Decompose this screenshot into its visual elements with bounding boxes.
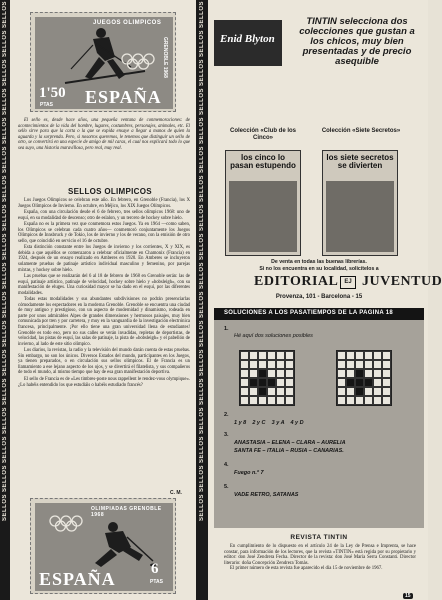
article-paragraph: Las pruebas que se realizarán del 6 al 18 de febrero de 1968 en Grenoble serán: las de esquí, patinaje artístico, patinaje de velocidad, hockey sobre hielo y «bobsleigh», con su manifestación de eluges. Una curiosidad mayor se ha dado en el esquí, por las diferentes modalidades. — [18, 274, 190, 296]
book-cover — [322, 150, 398, 256]
side-label: SELLOS — [199, 30, 205, 58]
revista-title: REVISTA TINTIN — [290, 534, 348, 541]
side-label: SELLOS — [2, 117, 8, 145]
stamp-country: ESPAÑA — [39, 569, 116, 589]
sellos-side-border — [0, 0, 10, 600]
side-label: SELLOS — [2, 175, 8, 203]
side-label: SELLOS — [199, 407, 205, 435]
publisher-prefix: EDITORIAL — [254, 274, 339, 289]
page-number: 15 — [405, 593, 411, 599]
side-label: SELLOS — [199, 378, 205, 406]
stamp-hockey — [30, 498, 176, 594]
side-label: SELLOS — [2, 349, 8, 377]
side-label: SELLOS — [2, 30, 8, 58]
solution-text: Hé aquí dos soluciones posibles — [234, 333, 313, 339]
book-illustration — [326, 181, 394, 252]
book-cover — [225, 150, 301, 256]
sale-line: De venta en todas las buenas librerías. — [271, 259, 367, 265]
side-label: SELLOS — [199, 1, 205, 29]
side-label: SELLOS — [199, 291, 205, 319]
side-label: SELLOS — [199, 465, 205, 493]
stamp-value: 1'50 — [39, 85, 66, 101]
article-text — [18, 118, 190, 152]
article-paragraph: España no es la primera vez que conmemora estos Juegos. Ya en 1964 —como saben, los Olímpicos se celebran cada cuatro años— conmemoró conjuntamente los Juegos Olímpicos de Innsbruck y de Tokio, los de invierno y los de verano, con la emisión de otro sello, que coincidió en servicio el 16 de octubre. — [18, 222, 190, 244]
publisher-logo-icon: EJ — [340, 276, 356, 289]
side-label: SELLOS — [199, 117, 205, 145]
article-intro: El sello es, desde hace años, una pequeña ventana de conmemoraciones: de acontecimientos de la vida del hombre, lugares, costumbres, personajes, animales, etc. El sello sirve para que la carta o la que se expida ensaye a llegar a manos de quien la aguarda y la sorprenda. Pero, si nosotros queremos, le tenemos que distinguir un sello de otro, se convertirá en una especie de amigo de mil caras, el cual nos explicará todo lo que sea suyo, una historia maravillosa, pero real, muy real. — [18, 118, 190, 151]
revista-paragraph: El primer número de esta revista fue aparecido el día 15 de noviembre de 1967. — [230, 566, 383, 572]
article-paragraph: El sello de Francia es de «Les timbres-poste nous rappellent le rendez-vous olympique». ¿Lo habéis entendido los que estudiáis o habéis estudiado francés? — [18, 376, 190, 388]
sale-notice — [214, 259, 424, 273]
article-paragraph: Todas estas modalidades y sus abundantes subdivisiones no podrán presenciarlas cómodamente los espectadores en la moderna Grenoble. Grenoble se encuentra una ciudad de muy antiguo y prestigioso, con un aspecto de modernidad y dinamismo, rodeada en parte por unos admirables Alpes de grandes dimensiones y hermosos paisajes, muy bien comunicada por tren y por carretera, y muy en la vanguardia de la investigación electrónica francesa, principalmente. ¡Por ello tiene una gran universidad llena de estudiantes! Grenoble es todo eso, pero no sus calles se verán invadidas, repletas de deportistas, de velocidad, las pistas de esquí, las salas de patinaje, la pista de «bobsleigh» y el pabellón de invierno, al lado de este sitio olímpico. — [18, 297, 190, 347]
solution-number: 4. — [224, 462, 229, 468]
solution-number: 5. — [224, 484, 229, 490]
side-label: SELLOS — [199, 59, 205, 87]
solutions-title: SOLUCIONES A LOS PASATIEMPOS DE LA PAGINA 18 — [224, 310, 393, 316]
sale-line: Si no los encuentra en su localidad, solicítelos a — [259, 266, 379, 272]
side-label: SELLOS — [199, 88, 205, 116]
collection-label: Colección «Siete Secretos» — [321, 128, 401, 134]
side-label: SELLOS — [199, 436, 205, 464]
collection-label: Colección «Club de los Cinco» — [229, 128, 296, 141]
stamp-value: 6 — [151, 561, 159, 577]
side-label: SELLOS — [2, 88, 8, 116]
side-label: SELLOS — [2, 436, 8, 464]
side-label: SELLOS — [199, 146, 205, 174]
side-label: SELLOS — [2, 320, 8, 348]
stamp-year: GRENOBLE 1968 — [162, 37, 168, 78]
solutions-box — [214, 320, 424, 528]
puzzle-grid-2 — [336, 350, 392, 406]
side-label: SELLOS — [2, 378, 8, 406]
side-label: SELLOS — [2, 146, 8, 174]
article-body — [18, 198, 190, 389]
side-label: SELLOS — [2, 465, 8, 493]
side-label: SELLOS — [2, 1, 8, 29]
side-label: SELLOS — [2, 59, 8, 87]
article-paragraph: Esta distinción constante entre los Juegos de invierno y los corrientes, X y XIX, es debida a que aquéllos se comenzaron a celebrar oficialmente en Chamonix (Francia) en 1924, después de un ensayo realizado en Amberes en 1920. En Amberes se incluyeron solamente pruebas de patinaje artístico individual masculino y femenino, por parejas mixtas, y hockey sobre hielo. — [18, 245, 190, 273]
book-title: los cinco lo pasan estupendo — [230, 153, 296, 170]
article-paragraph: España, con una circulación desde el 6 de febrero, tres sellos olímpicos 1968: uno de esquí, en su modalidad de descenso; otro de eslalon, y un tercero de hockey sobre hielo. — [18, 210, 190, 221]
revista-paragraph: En cumplimiento de lo dispuesto en el artículo 24 de la Ley de Prensa e Imprenta, se hace constar, para información de los lectores, que la revista «TINTIN» está regida por su propietario y editor: don José Zendrera Fecha. Director de la revista: don José María Serra Constanti. Director literario: doña Concepción Zendrera Tomàs. — [224, 544, 416, 566]
side-label: SELLOS — [2, 262, 8, 290]
book-illustration — [229, 181, 297, 252]
side-label: SELLOS — [199, 233, 205, 261]
sellos-middle-border — [196, 0, 208, 600]
side-label: SELLOS — [199, 175, 205, 203]
brand-name: Enid Blyton — [220, 33, 275, 45]
solutions-title-bar — [214, 308, 424, 320]
solution-text: VADE RETRO, SATANAS — [234, 492, 299, 498]
stamp-unit: PTAS — [40, 102, 53, 108]
side-label: SELLOS — [2, 291, 8, 319]
stamp-unit: PTAS — [150, 579, 163, 585]
article-signature: C. M. — [170, 490, 182, 496]
side-label: SELLOS — [2, 494, 8, 522]
article-paragraph: Los Juegos Olímpicos se celebran este año. En febrero, en Grenoble (Francia), los X Juegos Olímpicos de Invierno. En octubre, en Méjico, los XIX Juegos Olímpicos. — [18, 198, 190, 209]
solution-number: 2. — [224, 412, 229, 418]
puzzle-grid-1 — [239, 350, 295, 406]
article-heading: SELLOS OLIMPICOS — [68, 187, 152, 196]
solution-number: 1. — [224, 326, 229, 332]
side-label: SELLOS — [2, 233, 8, 261]
publisher-address: Provenza, 101 - Barcelona - 15 — [275, 294, 363, 300]
revista-text — [224, 544, 416, 572]
enid-blyton-logo — [214, 20, 282, 66]
solution-text: 1 y 8 2 y C 3 y A 4 y D — [234, 420, 304, 426]
solution-text: SANTA FE – ITALIA – RUSIA – CANARIAS. — [234, 448, 344, 454]
promo-tagline: TINTIN selecciona dos colecciones que gustan a los chicos, muy bien presentadas y de precio asequible — [299, 16, 415, 67]
side-label: SELLOS — [199, 320, 205, 348]
publisher-name: JUVENTUD — [362, 274, 442, 289]
solution-text: ANASTASIA – ELENA – CLARA – AURELIA — [234, 440, 346, 446]
stamp-skier — [30, 12, 176, 112]
side-label: SELLOS — [2, 407, 8, 435]
stamp-title: OLIMPIADAS GRENOBLE 1968 — [91, 506, 162, 518]
solution-text: Fuego n.º 7 — [234, 470, 264, 476]
side-label: SELLOS — [199, 262, 205, 290]
solution-number: 3. — [224, 432, 229, 438]
article-paragraph: Los diarios, la revistas, la radio y la televisión del mundo darán cuenta de estas pruebas. Sin embargo, no son los únicos. Diversos Estados del mundo, participantes en los Juegos, ya tienen preparados, o en circulación sus sellos olímpicos. El de Francia es un llamamiento a ese lejano aspecto de los ojos, y se divertirá el filatelista, y sus compañeros de todo el mundo, al mismo tiempo que hay de esa gran manifestación deportiva. — [18, 348, 190, 376]
side-label: SELLOS — [199, 349, 205, 377]
stamp-title: JUEGOS OLIMPICOS — [93, 20, 162, 26]
side-label: SELLOS — [199, 204, 205, 232]
side-label: SELLOS — [2, 204, 8, 232]
book-title: los siete secretos se divierten — [326, 153, 394, 170]
side-label: SELLOS — [199, 494, 205, 522]
stamp-country: ESPAÑA — [85, 87, 162, 107]
